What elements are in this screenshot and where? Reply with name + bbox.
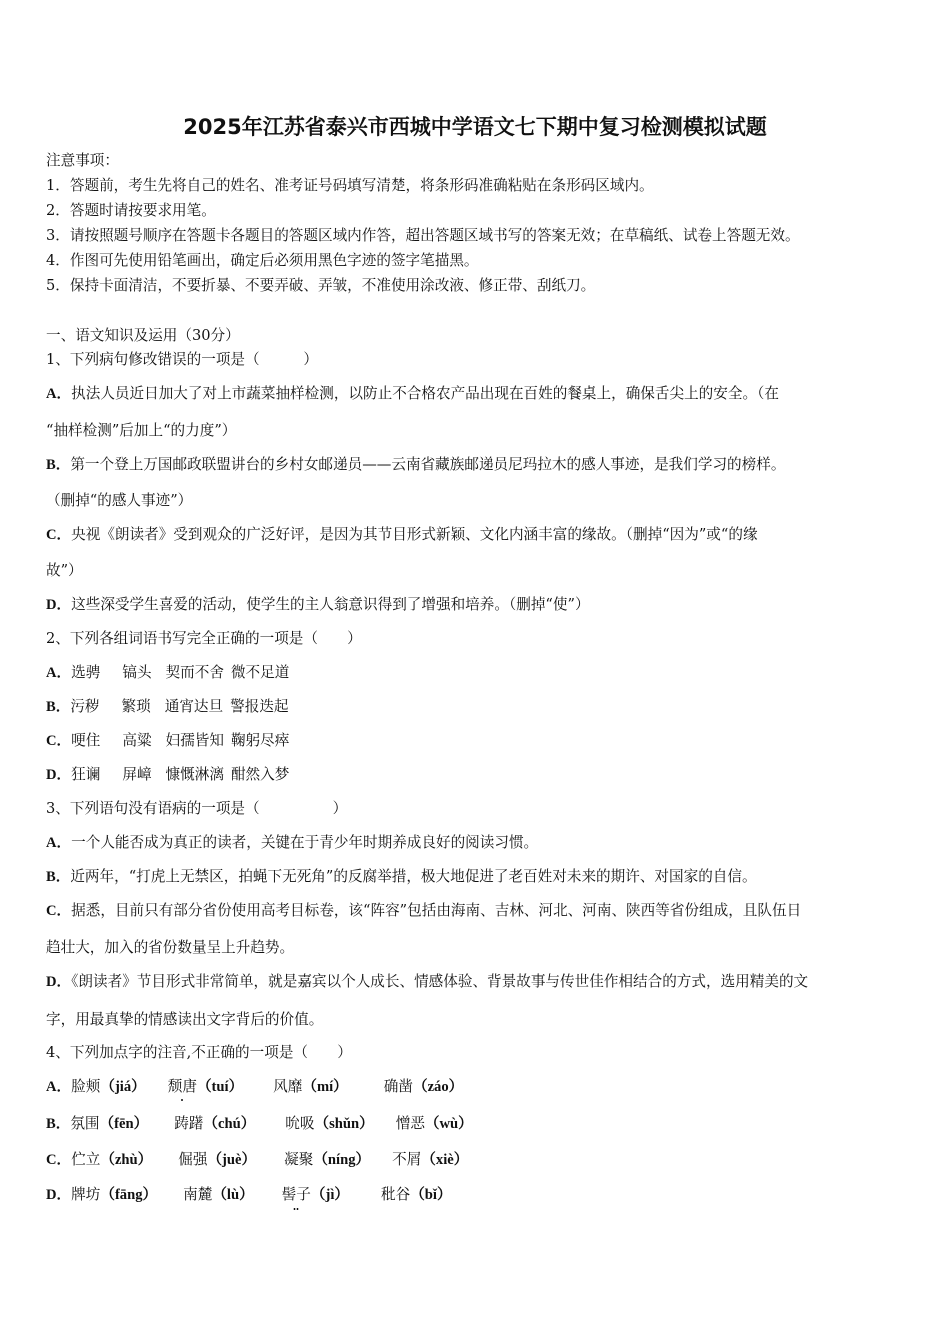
word: 哽住 xyxy=(71,732,101,749)
word: 髻子 xyxy=(281,1186,311,1203)
notice-item: 1．答题前，考生先将自己的姓名、准考证号码填写清楚，将条形码准确粘贴在条形码区域内。 xyxy=(46,177,654,194)
notice-heading: 注意事项： xyxy=(46,152,119,169)
question-1-stem: 1、下列病句修改错误的一项是（ ） xyxy=(46,351,318,368)
option-label: A． xyxy=(46,386,72,402)
word: 吮吸 xyxy=(285,1115,315,1132)
option-text: 执法人员近日加大了对上市蔬菜抽样检测，以防止不合格农产品出现在百姓的餐桌上，确保舌尖上的安全。（在 xyxy=(71,385,779,402)
section-heading: 一、语文知识及运用（30分） xyxy=(46,327,240,344)
word: 确凿 xyxy=(383,1078,413,1095)
pinyin: （bǐ） xyxy=(410,1187,452,1203)
pinyin: （lù） xyxy=(212,1187,254,1203)
question-1-option-a-cont: “抽样检测”后加上“的力度”） xyxy=(46,422,237,439)
option-text: 据悉，目前只有部分省份使用高考目标卷，该“阵容”包括由海南、吉林、河北、河南、陕西等省份组成，且队伍日 xyxy=(71,902,802,919)
option-label: B． xyxy=(46,457,71,473)
question-4-option-b xyxy=(46,1114,473,1134)
word: 妇孺皆知 xyxy=(165,732,224,749)
question-1-option-d xyxy=(46,595,590,615)
pinyin: （fāng） xyxy=(100,1187,158,1203)
word: 踌躇 xyxy=(174,1115,204,1132)
option-label: D． xyxy=(46,767,72,783)
option-text: 近两年，“打虎上无禁区，拍蝇下无死角”的反腐举措，极大地促进了老百姓对未来的期许、对国家的自信。 xyxy=(70,868,757,885)
question-2-option-a xyxy=(46,663,289,683)
option-text: 一个人能否成为真正的读者，关键在于青少年时期养成良好的阅读习惯。 xyxy=(71,834,539,851)
question-4-option-a xyxy=(46,1077,463,1097)
word: 鞠躬尽瘁 xyxy=(230,732,290,749)
word: 秕谷 xyxy=(380,1186,411,1203)
question-3-option-d-cont: 字，用最真挚的情感读出文字背后的价值。 xyxy=(46,1011,324,1028)
word: 警报迭起 xyxy=(230,698,289,715)
word: 脸颊 xyxy=(71,1078,101,1095)
option-label: A． xyxy=(46,1079,72,1095)
word: 憎恶 xyxy=(395,1115,425,1132)
question-1-option-b xyxy=(46,455,785,475)
word: 契而不舍 xyxy=(165,664,224,681)
option-label: A． xyxy=(46,835,72,851)
option-label: D． xyxy=(46,1187,72,1203)
option-text: 《朗读者》节目形式非常简单，就是嘉宾以个人成长、情感体验、背景故事与传世佳作相结合的方式，选用精美的文 xyxy=(71,973,809,990)
question-2-option-c xyxy=(46,731,289,751)
option-label: C． xyxy=(46,903,72,919)
pinyin: （juè） xyxy=(207,1152,257,1168)
question-3-option-a xyxy=(46,833,538,853)
pinyin: （jì） xyxy=(310,1187,349,1203)
pinyin: （chú） xyxy=(203,1116,256,1132)
pinyin: （zhù） xyxy=(100,1152,153,1168)
option-label: D． xyxy=(46,974,72,990)
pinyin: （záo） xyxy=(412,1079,464,1095)
option-label: B． xyxy=(46,699,71,715)
word: 风靡 xyxy=(273,1078,303,1095)
option-label: A． xyxy=(46,665,72,681)
question-4-option-c xyxy=(46,1150,468,1170)
pinyin: （xiè） xyxy=(421,1152,469,1168)
pinyin: （níng） xyxy=(313,1152,371,1168)
option-label: C． xyxy=(46,1152,72,1168)
question-1-option-b-cont: （删掉“的感人事迹”） xyxy=(46,492,193,509)
word: 屏嶂 xyxy=(122,766,152,783)
question-4-option-d xyxy=(46,1185,452,1205)
word: 伫立 xyxy=(71,1151,101,1168)
pinyin: （jiá） xyxy=(100,1079,146,1095)
word: 慷慨淋漓 xyxy=(165,766,224,783)
word: 镐头 xyxy=(122,664,152,681)
question-3-stem: 3、下列语句没有语病的一项是（ ） xyxy=(46,800,348,817)
word: 不屑 xyxy=(392,1151,422,1168)
notice-item: 2．答题时请按要求用笔。 xyxy=(46,202,216,219)
question-1-option-c-cont: 故”） xyxy=(46,562,83,579)
question-3-option-d xyxy=(46,972,808,992)
word: 倔强 xyxy=(178,1151,208,1168)
page-title: 2025年江苏省泰兴市西城中学语文七下期中复习检测模拟试题 xyxy=(183,115,767,139)
question-3-option-b xyxy=(46,867,757,887)
pinyin: （fēn） xyxy=(99,1116,149,1132)
option-text: 央视《朗读者》受到观众的广泛好评，是因为其节目形式新颖、文化内涵丰富的缘故。（删掉“因为”或“的缘 xyxy=(71,526,758,543)
option-label: B． xyxy=(46,1116,71,1132)
word: 南麓 xyxy=(183,1186,213,1203)
pinyin: （mí） xyxy=(302,1079,348,1095)
pinyin: （shǔn） xyxy=(314,1116,374,1132)
notice-item: 4．作图可先使用铅笔画出，确定后必须用黑色字迹的签字笔描黑。 xyxy=(46,252,479,269)
question-4-stem: 4、下列加点字的注音,不正确的一项是（ ） xyxy=(46,1044,352,1061)
option-text: 第一个登上万国邮政联盟讲台的乡村女邮递员——云南省藏族邮递员尼玛拉木的感人事迹，是我们学习的榜样。 xyxy=(70,456,786,473)
option-label: D． xyxy=(46,597,72,613)
word: 高粱 xyxy=(122,732,152,749)
word: 酣然入梦 xyxy=(230,766,290,783)
word: 污秽 xyxy=(70,698,100,715)
option-label: B． xyxy=(46,869,71,885)
question-2-stem: 2、下列各组词语书写完全正确的一项是（ ） xyxy=(46,630,362,647)
notice-item: 3．请按照题号顺序在答题卡各题目的答题区域内作答，超出答题区域书写的答案无效；在草稿纸、试卷上答题无效。 xyxy=(46,227,800,244)
word: 繁琐 xyxy=(121,698,151,715)
word: 选骋 xyxy=(71,664,101,681)
question-2-option-d xyxy=(46,765,289,785)
word: 狂谰 xyxy=(71,766,101,783)
word: 颓唐 xyxy=(167,1078,197,1095)
pinyin: （tuí） xyxy=(196,1079,244,1095)
word: 通宵达旦 xyxy=(164,698,224,715)
word: 氛围 xyxy=(70,1115,100,1132)
question-2-option-b xyxy=(46,697,289,717)
word: 牌坊 xyxy=(71,1186,101,1203)
notice-item: 5．保持卡面清洁，不要折暴、不要弄破、弄皱，不准使用涂改液、修正带、刮纸刀。 xyxy=(46,277,596,294)
option-label: C． xyxy=(46,733,72,749)
word: 微不足道 xyxy=(230,664,290,681)
question-3-option-c-cont: 趋壮大，加入的省份数量呈上升趋势。 xyxy=(46,939,295,956)
option-label: C． xyxy=(46,527,72,543)
question-1-option-c xyxy=(46,525,758,545)
option-text: 这些深受学生喜爱的活动，使学生的主人翁意识得到了增强和培养。（删掉“使”） xyxy=(71,596,590,613)
pinyin: （wù） xyxy=(424,1116,473,1132)
question-1-option-a xyxy=(46,384,779,404)
question-3-option-c xyxy=(46,901,801,921)
word: 凝聚 xyxy=(284,1151,314,1168)
